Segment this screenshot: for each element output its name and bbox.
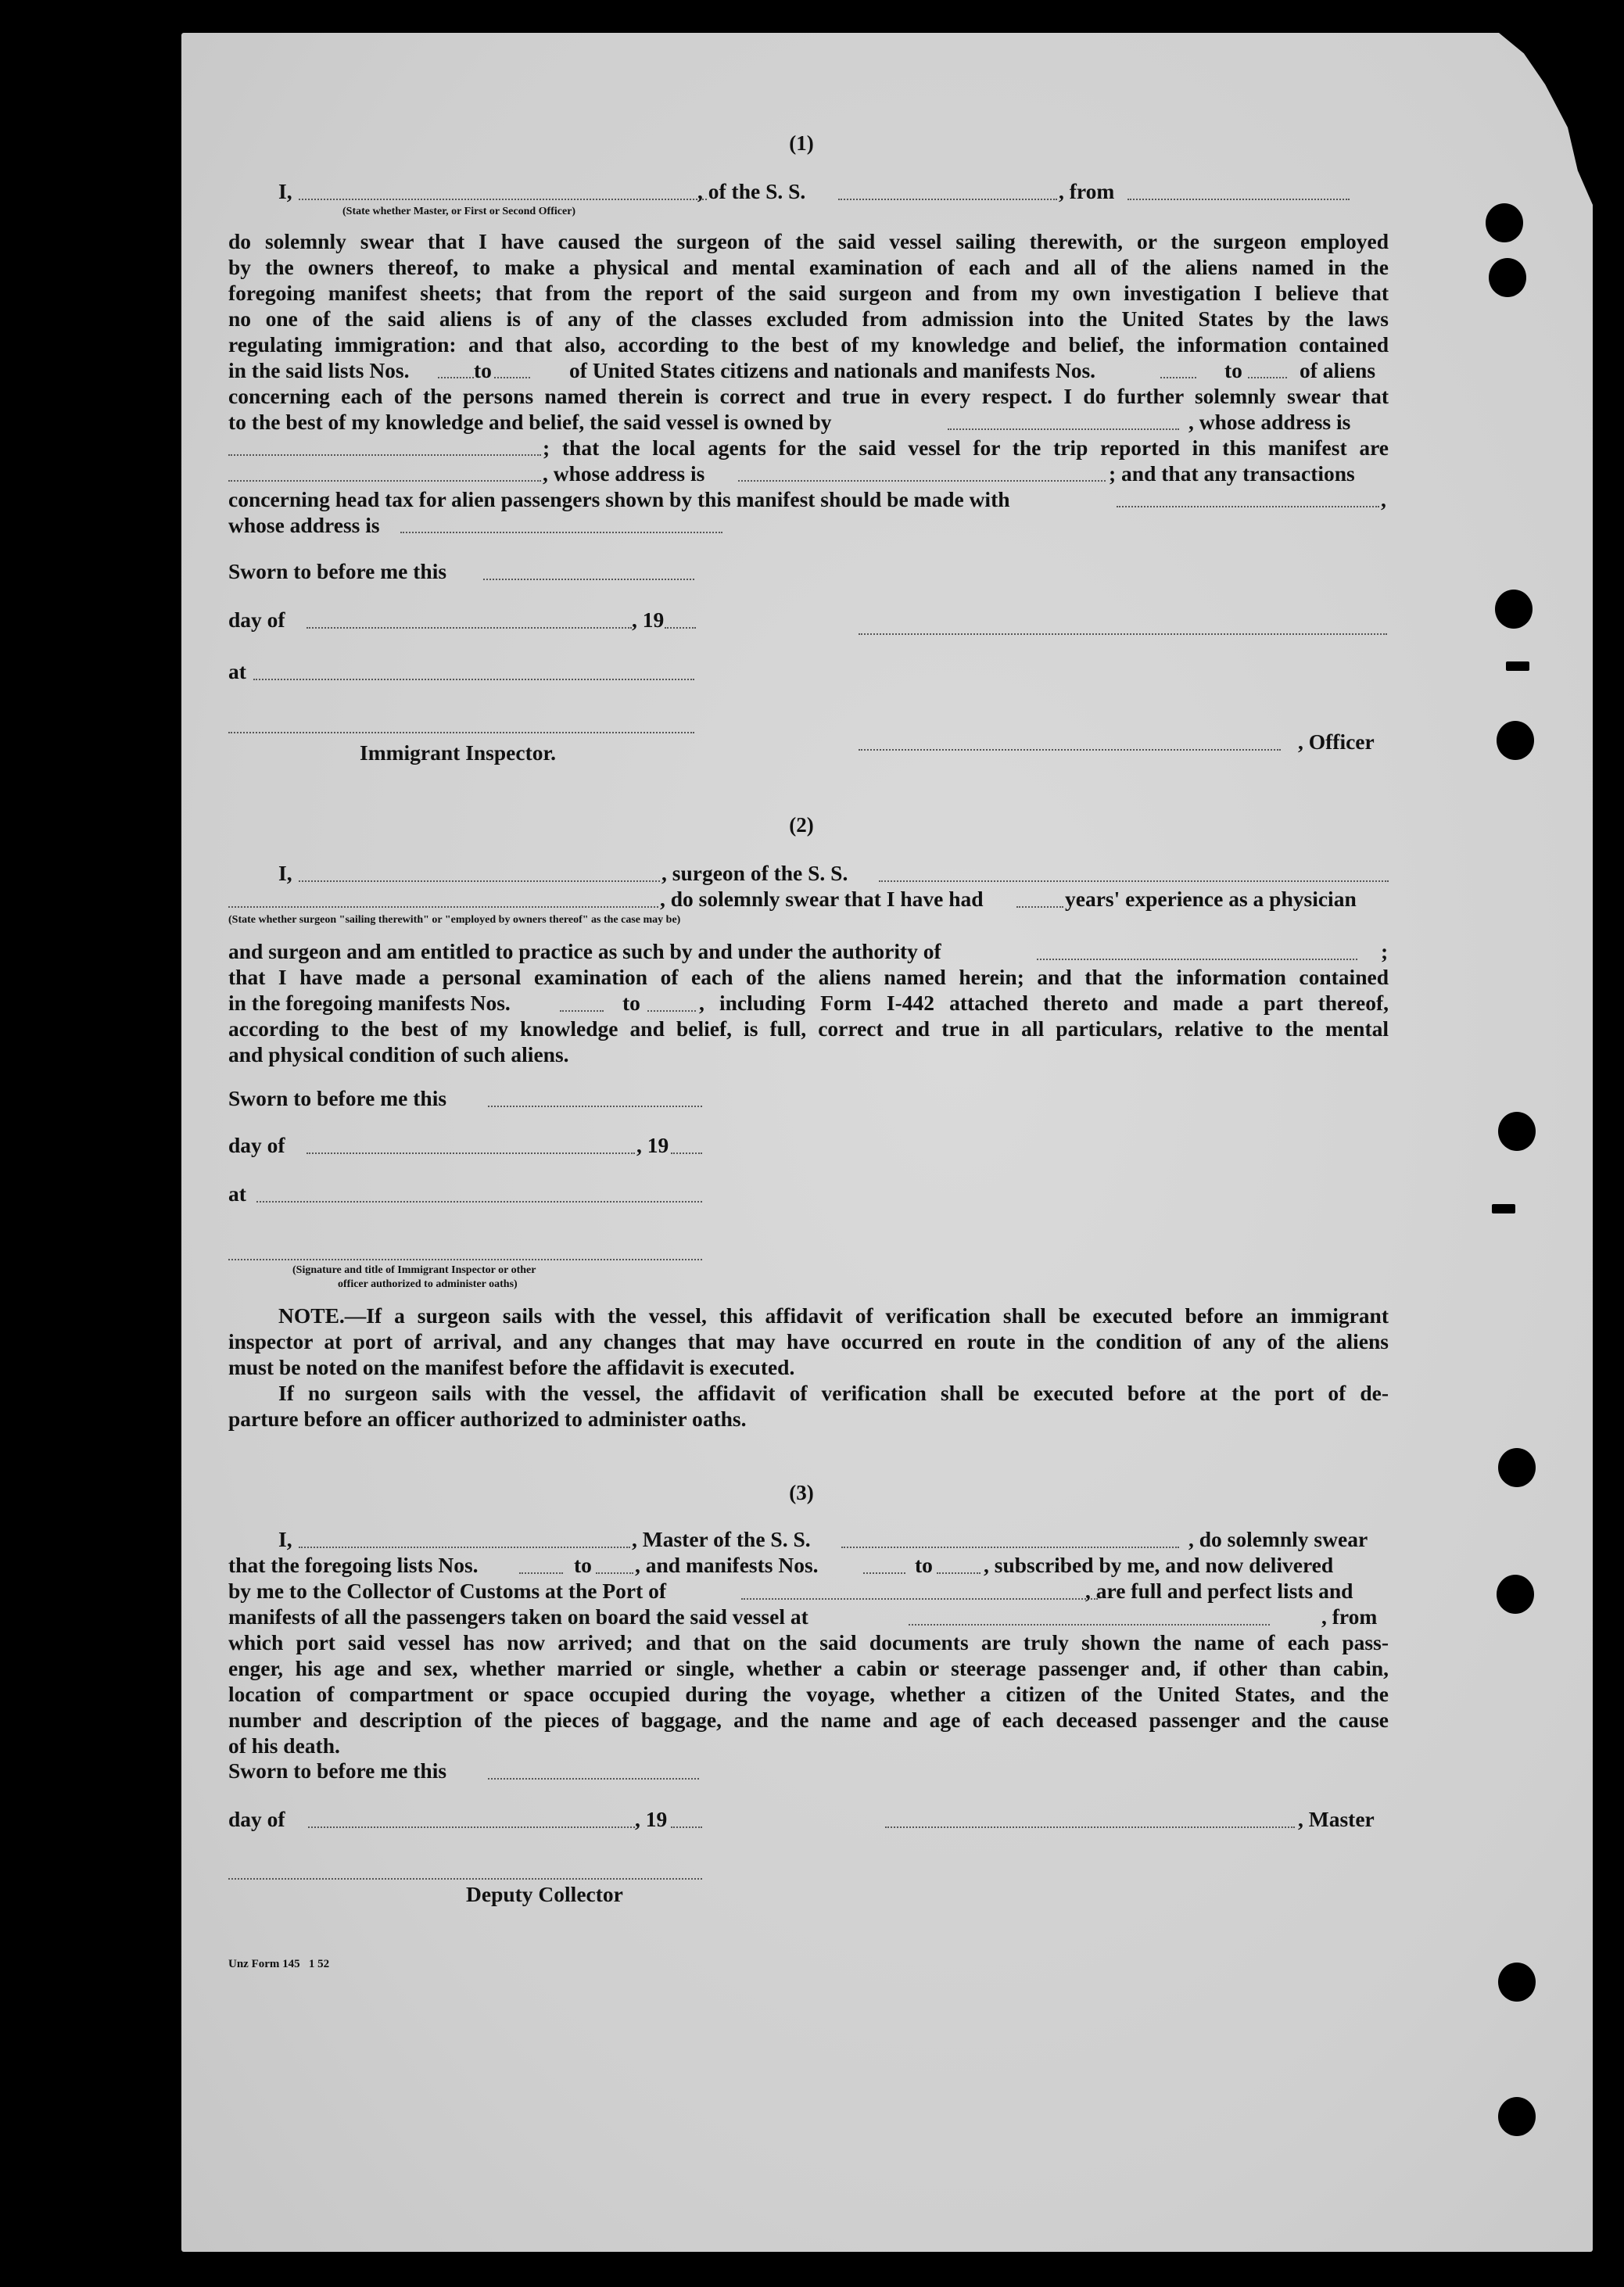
s2-line3-a: and surgeon and am entitled to practice as such by and under the authority of bbox=[228, 939, 941, 963]
s3-port-boarded-field[interactable] bbox=[909, 1624, 1270, 1626]
s1-sworn-field[interactable] bbox=[483, 579, 694, 580]
s3-master: , Master bbox=[1298, 1807, 1375, 1831]
s1-body-5: regulating immigration: and that also, according to the best of my knowledge and belief, the information contained bbox=[228, 332, 1389, 357]
s3-ship-field[interactable] bbox=[841, 1547, 1179, 1548]
s2-line5-to: to bbox=[622, 991, 640, 1015]
s2-note-1: NOTE.—If a surgeon sails with the vessel, this affidavit of verification shall be executed before an immigrant bbox=[278, 1303, 1389, 1328]
binder-mark bbox=[1492, 1204, 1515, 1213]
s1-body-1: do solemnly swear that I have caused the surgeon of the said vessel sailing therewith, or the surgeon employed bbox=[228, 229, 1389, 253]
s1-from-field[interactable] bbox=[1127, 199, 1350, 200]
s1-owner-field[interactable] bbox=[948, 428, 1179, 430]
s1-lists-to2: to bbox=[1224, 358, 1242, 382]
s3-line2-to2: to bbox=[915, 1553, 933, 1577]
s1-immigrant-inspector: Immigrant Inspector. bbox=[360, 740, 557, 765]
s1-lists-to1: to bbox=[474, 358, 492, 382]
s3-comma19: , 19 bbox=[635, 1807, 668, 1831]
s2-note2-2: parture before an officer authorized to administer oaths. bbox=[228, 1407, 747, 1431]
s3-day-of: day of bbox=[228, 1807, 285, 1831]
s2-line7: and physical condition of such aliens. bbox=[228, 1042, 569, 1066]
s3-master-sign-field[interactable] bbox=[885, 1826, 1295, 1828]
s1-at-field[interactable] bbox=[253, 679, 694, 680]
s1-lists-c: of aliens bbox=[1300, 358, 1376, 382]
s1-body-2: by the owners thereof, to make a physical and mental examination of each and all of the aliens named in the bbox=[228, 255, 1389, 279]
s3-master-of: , Master of the S. S. bbox=[632, 1527, 811, 1551]
s2-years-field[interactable] bbox=[1016, 906, 1063, 908]
s3-day-field[interactable] bbox=[308, 1826, 635, 1828]
s2-sworn-field[interactable] bbox=[488, 1106, 702, 1107]
s2-day-of: day of bbox=[228, 1133, 285, 1157]
s3-lists-from-field[interactable] bbox=[519, 1572, 563, 1574]
binder-mark bbox=[1506, 661, 1529, 671]
s1-officer-field-2[interactable] bbox=[859, 749, 1281, 751]
s1-headtax-field[interactable] bbox=[1117, 506, 1379, 507]
binder-hole bbox=[1498, 1112, 1536, 1151]
s2-day-field[interactable] bbox=[307, 1152, 635, 1154]
s1-i: I, bbox=[278, 179, 292, 203]
s3-port-field[interactable] bbox=[741, 1598, 1098, 1600]
s3-line2-b: , and manifests Nos. bbox=[635, 1553, 819, 1577]
s3-sworn: Sworn to before me this bbox=[228, 1758, 447, 1783]
s1-headtax-address-field[interactable] bbox=[400, 532, 722, 533]
s1-officer-sign-field[interactable] bbox=[859, 633, 1387, 635]
s2-sig-note-1: (Signature and title of Immigrant Inspector or other bbox=[292, 1264, 536, 1276]
s2-i: I, bbox=[278, 861, 292, 885]
s2-comma19: , 19 bbox=[636, 1133, 669, 1157]
s3-line3-a: by me to the Collector of Customs at the Port of bbox=[228, 1579, 667, 1603]
s1-manifests-to-field[interactable] bbox=[1248, 377, 1287, 378]
s1-headtax-a: concerning head tax for alien passengers shown by this manifest should be made with bbox=[228, 487, 1010, 511]
s3-sworn-field[interactable] bbox=[488, 1778, 699, 1780]
s1-officer: , Officer bbox=[1298, 729, 1375, 754]
s3-lists-to-field[interactable] bbox=[596, 1572, 633, 1574]
s2-year-field[interactable] bbox=[671, 1152, 702, 1154]
s1-body-3: foregoing manifest sheets; that from the report of the said surgeon and from my own investigation I believe that bbox=[228, 281, 1389, 305]
s1-lists-from-field[interactable] bbox=[438, 377, 474, 378]
s3-master-name-field[interactable] bbox=[299, 1547, 630, 1548]
s2-signature-field[interactable] bbox=[228, 1259, 702, 1260]
s2-line2-b: years' experience as a physician bbox=[1065, 887, 1357, 911]
s1-agents: ; that the local agents for the said vessel for the trip reported in this manifest are bbox=[543, 436, 1389, 460]
s3-line2-a: that the foregoing lists Nos. bbox=[228, 1553, 479, 1577]
s3-manifests-from-field[interactable] bbox=[863, 1572, 905, 1574]
s2-ship-field[interactable] bbox=[879, 880, 1389, 882]
binder-hole bbox=[1498, 1448, 1536, 1487]
s2-surgeon-of: , surgeon of the S. S. bbox=[661, 861, 848, 885]
s1-at: at bbox=[228, 659, 246, 683]
s2-surgeon-name-field[interactable] bbox=[299, 880, 660, 882]
s3-line2-to1: to bbox=[574, 1553, 592, 1577]
binder-hole bbox=[1498, 1963, 1536, 2002]
binder-hole bbox=[1497, 721, 1534, 760]
s1-day-of: day of bbox=[228, 608, 285, 632]
s1-day-field[interactable] bbox=[307, 627, 632, 629]
s3-i: I, bbox=[278, 1527, 292, 1551]
s3-line3-b: , are full and perfect lists and bbox=[1085, 1579, 1353, 1603]
s3-body-2: enger, his age and sex, whether married or single, whether a cabin or steerage passenger and, if other than cabin, bbox=[228, 1656, 1389, 1680]
s1-owner-address-field[interactable] bbox=[228, 454, 541, 456]
binder-hole bbox=[1497, 1575, 1534, 1614]
torn-corner bbox=[1468, 33, 1593, 205]
s1-ship-field[interactable] bbox=[838, 199, 1057, 200]
s2-line4: that I have made a personal examination of each of the aliens named herein; and that the information contained bbox=[228, 965, 1389, 989]
s2-manifest-to-field[interactable] bbox=[647, 1010, 696, 1012]
s1-inspector-sign-field[interactable] bbox=[228, 732, 694, 733]
s2-at: at bbox=[228, 1181, 246, 1206]
s3-deputy-sign-field[interactable] bbox=[228, 1878, 702, 1880]
s2-authority-field[interactable] bbox=[1037, 959, 1357, 960]
binder-hole bbox=[1489, 258, 1526, 297]
s3-swear: , do solemnly swear bbox=[1188, 1527, 1368, 1551]
s1-lists-a: in the said lists Nos. bbox=[228, 358, 410, 382]
s3-body-4: number and description of the pieces of baggage, and the name and age of each deceased passenger and the cause bbox=[228, 1708, 1389, 1732]
s1-of-ss: , of the S. S. bbox=[697, 179, 806, 203]
s1-lists-b: of United States citizens and nationals and manifests Nos. bbox=[569, 358, 1096, 382]
s1-from: , from bbox=[1059, 179, 1115, 203]
section-1-heading: (1) bbox=[789, 131, 814, 155]
s3-year-field[interactable] bbox=[671, 1826, 702, 1828]
s3-line4-b: , from bbox=[1321, 1604, 1378, 1629]
s2-line2-a: , do solemnly swear that I have had bbox=[660, 887, 984, 911]
s2-sworn: Sworn to before me this bbox=[228, 1086, 447, 1110]
s1-manifests-from-field[interactable] bbox=[1160, 377, 1196, 378]
s1-agents-field[interactable] bbox=[228, 480, 541, 482]
s2-at-field[interactable] bbox=[256, 1201, 702, 1203]
s1-whose-b: ; and that any transactions bbox=[1109, 461, 1355, 486]
s2-line3-b: ; bbox=[1381, 939, 1389, 963]
s2-sailing-field[interactable] bbox=[228, 906, 658, 908]
s3-body-3: location of compartment or space occupied during the voyage, whether a citizen of the United States, and the bbox=[228, 1682, 1389, 1706]
s2-sig-note-2: officer authorized to administer oaths) bbox=[338, 1278, 518, 1290]
form-number: Unz Form 145 1 52 bbox=[228, 1958, 330, 1970]
s1-whose-a: , whose address is bbox=[543, 461, 705, 486]
s1-owned-a: to the best of my knowledge and belief, the said vessel is owned by bbox=[228, 410, 832, 434]
binder-hole bbox=[1486, 203, 1523, 242]
s1-year-field[interactable] bbox=[665, 627, 696, 629]
s1-lists-to-field[interactable] bbox=[494, 377, 530, 378]
s3-manifests-to-field[interactable] bbox=[937, 1572, 980, 1574]
s3-body-1: which port said vessel has now arrived; and that on the said documents are truly shown the name of each pass- bbox=[228, 1630, 1389, 1654]
s1-sworn: Sworn to before me this bbox=[228, 559, 447, 583]
s3-line2-c: , subscribed by me, and now delivered bbox=[984, 1553, 1334, 1577]
s3-body-5: of his death. bbox=[228, 1733, 340, 1758]
form-sheet bbox=[181, 33, 1593, 2252]
s1-headtax-b: , bbox=[1381, 487, 1386, 511]
s3-line4-a: manifests of all the passengers taken on board the said vessel at bbox=[228, 1604, 808, 1629]
s1-whose-last: whose address is bbox=[228, 513, 380, 537]
s2-sailing-note: (State whether surgeon "sailing therewith" or "employed by owners thereof" as the case may be) bbox=[228, 914, 681, 926]
s1-comma19: , 19 bbox=[632, 608, 665, 632]
s1-concerning: concerning each of the persons named therein is correct and true in every respect. I do further solemnly swear that bbox=[228, 384, 1389, 408]
binder-hole bbox=[1498, 2097, 1536, 2136]
s2-note-2: inspector at port of arrival, and any changes that may have occurred en route in the condition of any of the aliens bbox=[228, 1329, 1389, 1353]
s2-manifest-from-field[interactable] bbox=[560, 1010, 604, 1012]
section-3-heading: (3) bbox=[789, 1481, 814, 1504]
s1-agents-address-field[interactable] bbox=[738, 480, 1106, 482]
s1-owned-b: , whose address is bbox=[1188, 410, 1351, 434]
s2-line6: according to the best of my knowledge and belief, is full, correct and true in all particulars, relative to the mental bbox=[228, 1016, 1389, 1041]
s2-line5-b: , including Form I-442 attached thereto and made a part thereof, bbox=[699, 991, 1389, 1015]
s2-note2-1: If no surgeon sails with the vessel, the affidavit of verification shall be executed before at the port of de- bbox=[278, 1381, 1389, 1405]
s2-note-3: must be noted on the manifest before the affidavit is executed. bbox=[228, 1355, 795, 1379]
s2-line5-a: in the foregoing manifests Nos. bbox=[228, 991, 511, 1015]
s1-body-4: no one of the said aliens is of any of the classes excluded from admission into the United States by the laws bbox=[228, 306, 1389, 331]
s1-officer-field[interactable] bbox=[299, 199, 707, 200]
s3-deputy-collector: Deputy Collector bbox=[466, 1882, 623, 1906]
s1-officer-note: (State whether Master, or First or Second Officer) bbox=[342, 206, 576, 217]
section-2-heading: (2) bbox=[789, 813, 814, 837]
binder-hole bbox=[1495, 590, 1533, 629]
